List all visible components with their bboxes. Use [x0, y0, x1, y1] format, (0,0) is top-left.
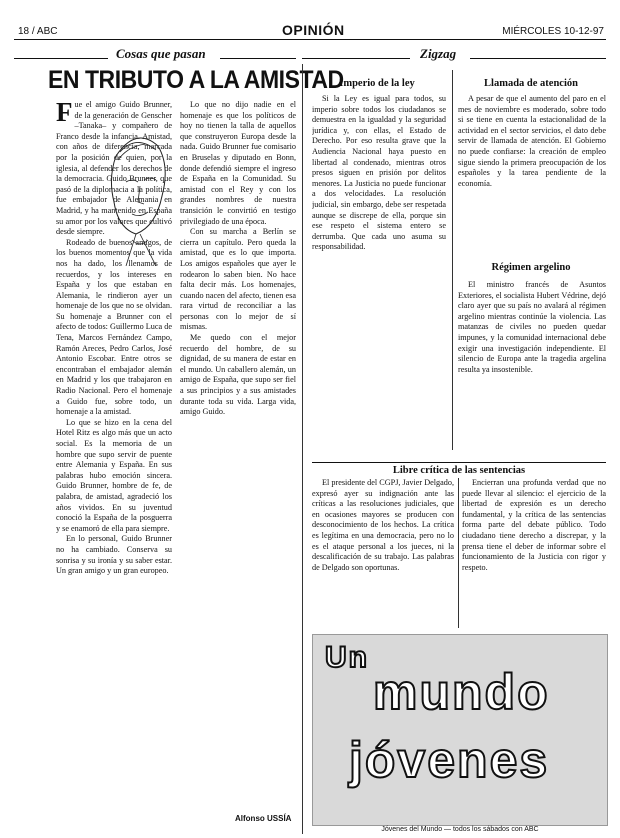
- page-number: 18 / ABC: [18, 26, 58, 37]
- issue-date: MIÉRCOLES 10-12-97: [502, 26, 604, 37]
- article-paragraph: Me quedo con el mejor recuerdo del hombre, de su dignidad, de su manera de estar en el mundo. Un caballero alemán, un amigo de España, que supo ser fiel a sus principios y a sus amistades durante toda su vida. Larga vida, amigo Guido.: [180, 333, 296, 417]
- section-title: OPINIÓN: [282, 22, 345, 38]
- editorial-paragraph: Encierran una profunda verdad que no puede llevar al silencio: el ejercicio de la libertad de expresión es un derecho fundamental, y la crítica de las sentencias forma parte del debate público. Todo ciudadano tiene derecho a discrepar, y la prensa tiene el deber de informar sobre el funcionamiento de la Justicia con rigor y respeto.: [462, 478, 606, 572]
- zigzag-item-text: [312, 94, 446, 450]
- editorial-paragraph: El presidente del CGPJ, Javier Delgado, expresó ayer su indignación ante las críticas a las resoluciones judiciales, que en ocasiones mayores se producen con desconocimiento de los hechos. La crítica es legítima en una democracia, pero no lo es el ataque personal a los jueces, ni la descalificación de su trabajo. Las palabras de Delgado son oportunas.: [312, 478, 454, 572]
- ad-headline-line-1: Un: [325, 641, 369, 674]
- portrait-illustration: [96, 116, 178, 266]
- zigzag-item-title: Régimen argelino: [491, 262, 571, 273]
- zigzag-item-text: [458, 280, 606, 446]
- article-paragraph: Con su marcha a Berlín se cierra un capítulo. Pero queda la amistad, que es lo que importa. Los amigos españoles que ayer le rodearon lo saben bien. No hace falta decir más. Los homenajes, cuando nacen del afecto, tienen esa rara virtud de reconciliar a las personas con lo mejor de sí mismas.: [180, 227, 296, 332]
- zigzag-item-title: Llamada de atención: [484, 78, 578, 89]
- article-kicker: Cosas que pasan: [116, 46, 206, 61]
- editorial-title: Libre crítica de las sentencias: [312, 462, 606, 476]
- zigzag-paragraph: El ministro francés de Asuntos Exteriores, el socialista Hubert Védrine, dejó claro ayer que su país no avalará al régimen argelino mientras continúe la violencia. Las matanzas de civiles no pueden quedar impunes, y la comunidad internacional debe exigir una investigación independiente. El silencio de Europa ante la tragedia argelina resulta ya insostenible.: [458, 280, 606, 374]
- zigzag-label: Zigzag: [420, 46, 457, 61]
- article-headline: EN TRIBUTO A LA AMISTAD: [48, 66, 344, 94]
- editorial-column-1: [312, 478, 454, 628]
- zigzag-rule-right: [470, 58, 606, 59]
- zigzag-item-text: [458, 94, 606, 244]
- editorial-column-2: [462, 478, 606, 628]
- ad-caption: Jóvenes del Mundo — todos los sábados con ABC: [381, 826, 539, 833]
- column-divider: [302, 64, 303, 834]
- article-paragraph: Fue el amigo Guido Brunner, de la generación de Genscher –Tanaka– y compañero de Franco desde la infancia. Amistad, con años de diferencia, marcada por la posición de quien, por la iglesia, al defender los derechos de la democracia. Guido Brunner, que pasó de la diplomacia a la política, fue embajador de Alemania en Madrid, y ha mantenido en España su amor por los valores que cultivó desde siempre.: [56, 100, 172, 237]
- advertisement[interactable]: [312, 634, 608, 826]
- zigzag-paragraph: A pesar de que el aumento del paro en el mes de noviembre es moderado, sobre todo si se tiene en cuenta la estacionalidad de la actividad en el sector servicios, el dato debe servir de llamada de atención. El Gobierno no puede confiarse: la creación de empleo sigue siendo la primera preocupación de los españoles y la tarea pendiente de la economía.: [458, 94, 606, 188]
- article-signature: Alfonso USSÍA: [235, 814, 292, 823]
- page-header: [14, 20, 606, 40]
- zigzag-divider: [452, 70, 453, 450]
- kicker-rule-right: [220, 58, 296, 59]
- article-paragraph: Lo que no dijo nadie en el homenaje es que los políticos de hoy no tienen la talla de aquellos que construyeron Europa desde la nada. Guido Brunner fue comisario en Bruselas y diputado en Bonn, donde defendió siempre el ingreso de España en la Comunidad. Su amistad con el Rey y con los grandes nombres de nuestra transición le convirtió en testigo privilegiado de una época.: [180, 100, 296, 226]
- zigzag-paragraph: Si la Ley es igual para todos, su imperio sobre todos los ciudadanos se demuestra en la igualdad y la seguridad jurídica y, con ellas, el Estado de Derecho. Por eso resulta grave que la Audiencia Nacional haya puesto en libertad al condenado, mientras otros presos siguen en prisión por delitos menores. La Justicia no puede funcionar a dos velocidades. La resolución judicial, sin embargo, debe ser respetada aunque se discrepe de ella, porque sin ese respeto el sistema entero se derrumba. Que cada uno asuma su responsabilidad.: [312, 94, 446, 252]
- ad-headline-line-3: jóvenes: [349, 732, 550, 788]
- article-paragraph: Rodeado de buenos amigos, de los buenos momentos que la vida nos ha dado, los llenamos de recuerdos, y los intereses en España y los que estaban en Alemania, le rindieron ayer un homenaje de los que no se olvidan. Su homenaje a Brunner con el afecto de todos: Guillermo Luca de Tena, Marcos Fernández Campo, Ramón Areces, Pedro Carlos, José Antonio Escobar. Entre otros se encontraban el embajador alemán en Madrid y los que trabajaron en Radio Nacional. Pero el homenaje a Guido fue, sobre todo, un homenaje a la amistad.: [56, 237, 172, 417]
- ad-headline-line-2: mundo: [373, 664, 550, 720]
- kicker-rule-left: [14, 58, 108, 59]
- article-column-2: [180, 100, 296, 814]
- zigzag-rule-left: [302, 58, 410, 59]
- article-paragraph: En lo personal, Guido Brunner no ha cambiado. Conserva su sonrisa y su ironía y su saber estar. Un gran amigo y un gran europeo.: [56, 534, 172, 576]
- article-paragraph: Lo que se hizo en la cena del Hotel Ritz es algo más que un acto social. Es la memoria de un hombre que supo servir de puente entre Alemania y España. En sus palabras hubo emoción sincera. Guido Brunner, hombre de fe, de palabra, de amistad, agradeció los años vividos. En su juventud conoció la España de la posguerra y se enamoró de ella para siempre.: [56, 417, 172, 533]
- zigzag-item-title: Imperio de la ley: [339, 78, 415, 89]
- editorial-divider: [458, 478, 459, 628]
